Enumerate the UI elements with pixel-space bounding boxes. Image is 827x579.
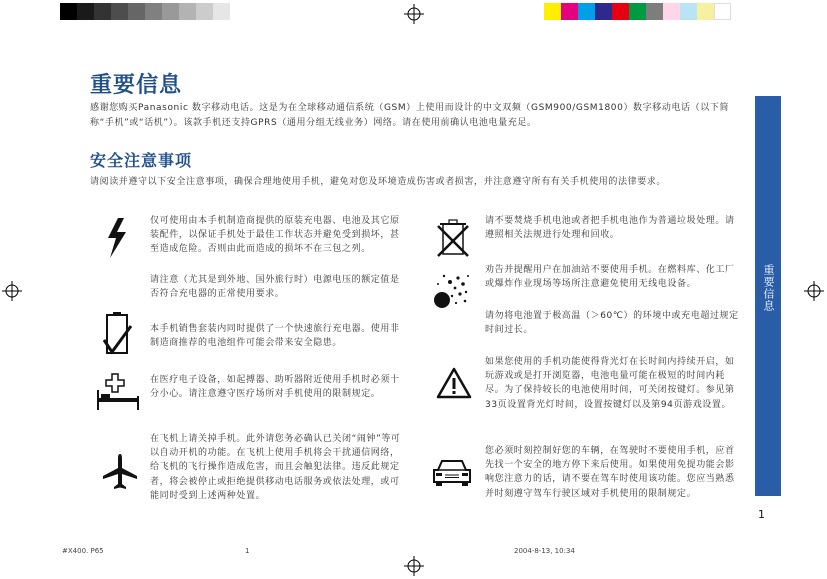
list-item: 如果您使用的手机功能使得背光灯在长时间内持续开启，如玩游戏或是打开浏览器，电池电量可能在极短的时间内耗尽。为了保持较长的电池使用时间，可关闭按键灯。参见第33页设置背光灯时间，设置按键灯以及第94页游戏设置。 bbox=[485, 357, 735, 410]
warning-icon bbox=[436, 367, 472, 403]
list-item: 在医疗电子设备，如起搏器、助听器附近使用手机时必须十分小心。请注意遵守医疗场所对手机使用的限制规定。 bbox=[150, 375, 400, 400]
hospital-bed-icon bbox=[96, 372, 140, 416]
color-bar bbox=[544, 3, 731, 20]
airplane-icon bbox=[101, 453, 139, 495]
lightning-icon bbox=[104, 218, 128, 262]
list-item: 在飞机上请关掉手机。此外请您务必确认已关闭“闹钟”等可以自动开机的功能。在飞机上使用手机将会干扰通信网络，给飞机的飞行操作造成危害，而且会触犯法律。违反此规定者，将会被停止或拒绝提供移动电话服务或依法处理，或可能同时受到上述两种处置。 bbox=[150, 434, 401, 501]
footer-filename: #X400. P65 bbox=[62, 547, 104, 555]
crossed-bin-icon bbox=[436, 218, 470, 262]
car-icon bbox=[432, 458, 472, 492]
explosion-icon bbox=[430, 270, 470, 314]
footer-datetime: 2004-8-13, 10:34 bbox=[514, 547, 575, 555]
list-item: 劝告并提醒用户在加油站不要使用手机。在燃料库、化工厂或爆炸作业现场等场所注意避免使用无线电设备。 bbox=[485, 265, 735, 290]
list-item: 本手机销售套装内同时提供了一个快速旅行充电器。使用非制造商推荐的电池组件可能会带来安全隐患。 bbox=[150, 324, 400, 349]
list-item: 仅可使用由本手机制造商提供的原装充电器、电池及其它原装配件，以保证手机处于最佳工作状态并避免受到损坏，甚至造成危险。否则由此而造成的损坏不在三包之列。 bbox=[150, 216, 400, 255]
page-title: 重要信息 bbox=[90, 73, 183, 98]
section-heading: 安全注意事项 bbox=[90, 151, 193, 170]
grayscale-bar bbox=[60, 3, 264, 20]
registration-mark-top bbox=[404, 4, 424, 24]
registration-mark-left bbox=[2, 281, 22, 301]
list-item: 请不要焚烧手机电池或者把手机电池作为普通垃圾处理。请遵照相关法规进行处理和回收。 bbox=[485, 216, 735, 241]
footer-page: 1 bbox=[245, 547, 250, 555]
safety-intro: 请阅读并遵守以下安全注意事项，确保合理地使用手机，避免对您及环境造成伤害或者损害，并注意遵守所有有关手机使用的法律要求。 bbox=[90, 177, 667, 187]
page-number: 1 bbox=[758, 508, 765, 521]
intro-paragraph: 感谢您购买Panasonic 数字移动电话。这是为在全球移动通信系统（GSM）上使用而设计的中文双频（GSM900/GSM1800）数字移动电话（以下简称“手机”或“话机”）。该款手机还支持GPRS（通用分组无线业务）网络。请在使用前确认电池电量充足。 bbox=[90, 103, 730, 128]
battery-check-icon bbox=[103, 312, 133, 360]
registration-mark-right bbox=[804, 281, 824, 301]
side-tab-label: 重要信息 bbox=[762, 264, 775, 312]
list-item: 请勿将电池置于极高温（＞60℃）的环境中或充电超过规定时间过长。 bbox=[485, 311, 739, 336]
registration-mark-bottom bbox=[404, 556, 424, 576]
list-item: 您必须时刻控制好您的车辆，在驾驶时不要使用手机，应首先找一个安全的地方停下来后使用。如果使用免提功能会影响您注意力的话，请不要在驾车时使用该功能。您应当熟悉并时刻遵守驾车行驶区域对手机使用的限制规定。 bbox=[485, 446, 735, 499]
list-item: 请注意（尤其是到外地、国外旅行时）电源电压的额定值是否符合充电器的正常使用要求。 bbox=[150, 275, 400, 300]
